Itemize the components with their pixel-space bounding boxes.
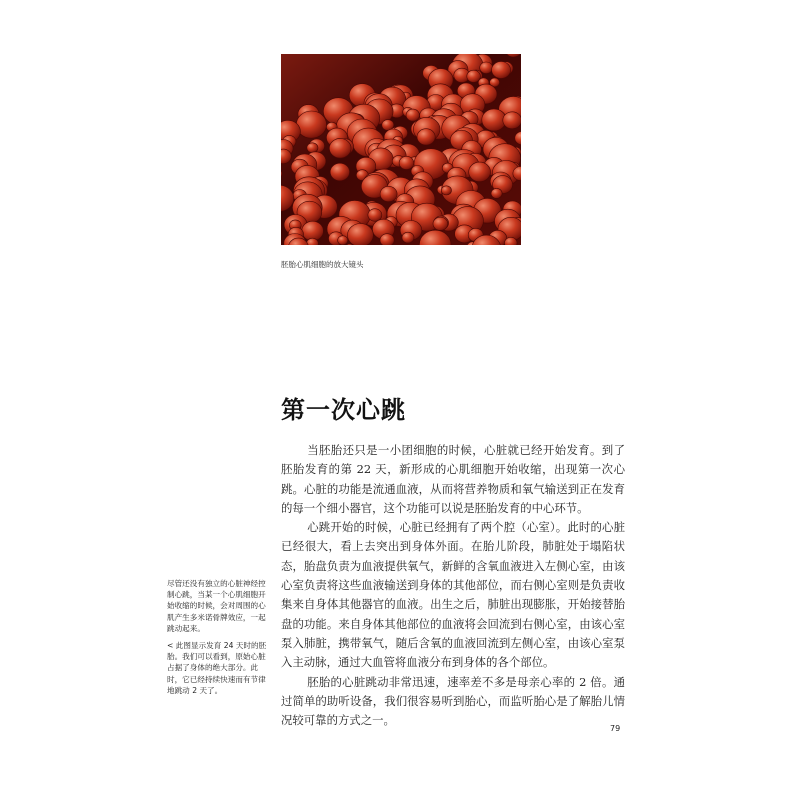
sidebar-notes — [167, 578, 271, 702]
cell-blob — [480, 62, 493, 74]
cell-blob — [441, 186, 451, 195]
cell-blob — [330, 163, 349, 181]
cell-blob — [380, 234, 394, 245]
chapter-title: 第一次心跳 — [281, 395, 406, 424]
cell-blob — [467, 70, 481, 82]
body-text — [281, 441, 625, 730]
sidebar-note-heart-contraction: 尽管还没有独立的心脏神经控制心跳，当某一个心肌细胞开始收缩的时候，会对周围的心肌产生多米诺骨牌效应，一起跳动起来。 — [167, 579, 266, 633]
cell-blob — [433, 217, 448, 230]
sidebar-note-embryo-day-24: < 此图显示发育 24 天时的胚胎。我们可以看到，原始心脏占据了身体的绝大部分。此时，它已经持续快速而有节律地跳动 2 天了。 — [167, 641, 267, 695]
cell-blob — [368, 209, 382, 222]
body-paragraph: 胚胎的心脏跳动非常迅速，速率差不多是母亲心率的 2 倍。通过简单的助听设备，我们很容易听到胎心，而监听胎心是了解胎儿情况较可靠的方式之一。 — [281, 674, 625, 728]
cell-blob — [492, 62, 511, 79]
cell-blob — [380, 186, 397, 201]
cell-blob — [338, 236, 348, 245]
page-number: 79 — [610, 724, 621, 733]
cell-blob — [402, 232, 414, 243]
body-paragraph: 心跳开始的时候，心脏已经拥有了两个腔（心室）。此时的心脏已经很大，看上去突出到身体外面。在胎儿阶段，肺脏处于塌陷状态，胎盘负责为血液提供氧气，新鲜的含氧血液进入左侧心室，由该心室负责将这些血液输送到身体的其他部位，而右侧心室则是负责收集来自身体其他器官的血液。出生之后，肺脏出现膨胀，开始接替胎盘的功能。来自身体其他部位的血液将会回流到右侧心室，由该心室泵入肺脏，携带氧气，随后含氧的血液回流到左侧心室，由该心室泵入主动脉，通过大血管将血液分布到身体的各个部位。 — [281, 520, 625, 670]
cell-blob — [406, 109, 419, 121]
cell-blob — [348, 224, 374, 246]
cell-blob — [469, 162, 491, 182]
cell-blob — [491, 188, 502, 198]
cell-blob — [329, 139, 351, 159]
body-paragraph: 当胚胎还只是一小团细胞的时候，心脏就已经开始发育。到了胚胎发育的第 22 天，新形成的心肌细胞开始收缩，出现第一次心跳。心脏的功能是流通血液，从而将营养物质和氧气输送到正在发育的每一个细小器官，这个功能可以说是胚胎发育的中心环节。 — [281, 443, 625, 515]
cell-blob — [503, 112, 521, 129]
cell-blob — [399, 156, 414, 169]
figure-caption: 胚胎心肌细胞的放大镜头 — [281, 260, 364, 269]
embryonic-heart-cells-photo — [281, 54, 521, 245]
cell-blob — [307, 143, 318, 153]
cell-blob — [302, 221, 324, 241]
cell-blob — [296, 111, 326, 138]
cell-blob — [417, 129, 435, 145]
